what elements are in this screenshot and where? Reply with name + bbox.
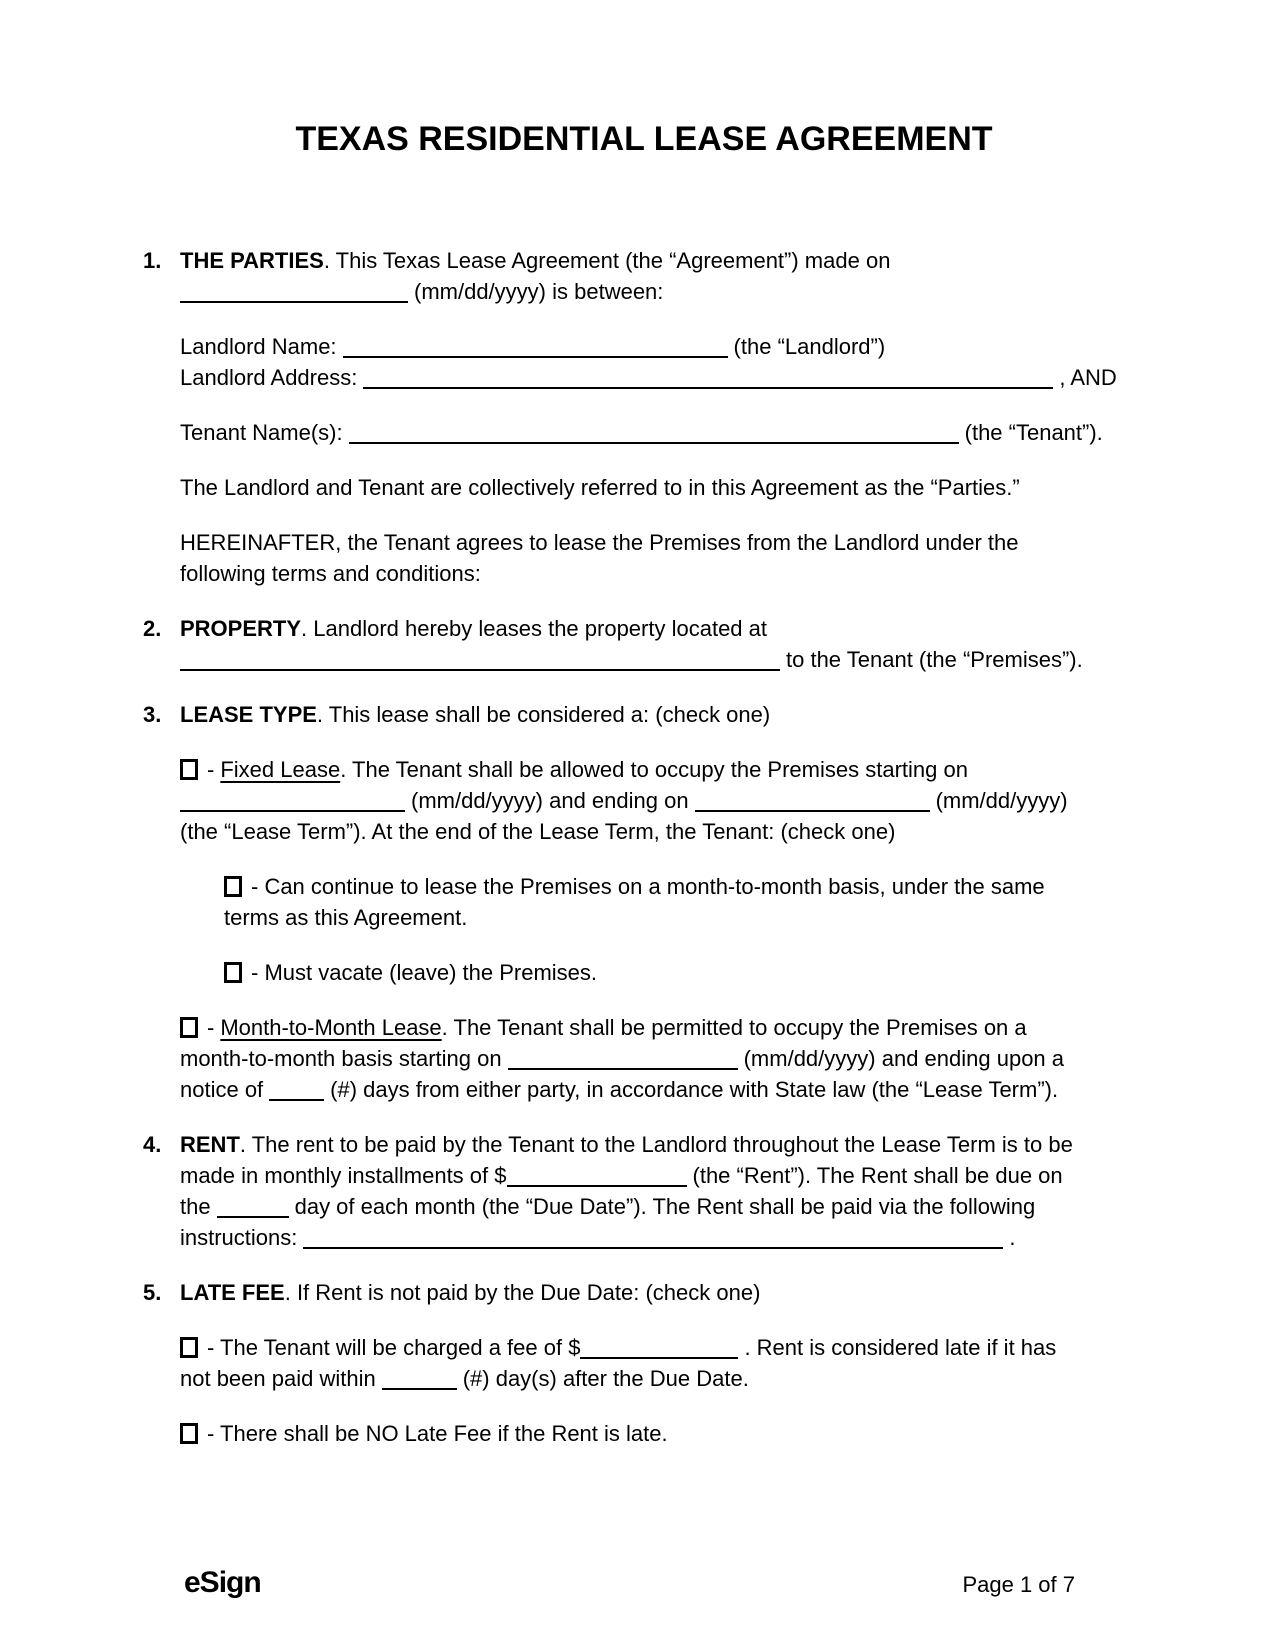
rent-due-day-blank[interactable] [217, 1214, 289, 1218]
lease-type-intro-text: . This lease shall be considered a: (check one) [316, 702, 771, 727]
landlord-address-label: Landlord Address: [180, 365, 358, 390]
page-title: TEXAS RESIDENTIAL LEASE AGREEMENT [295, 120, 993, 158]
parties-collective-note: The Landlord and Tenant are collectively referred to in this Agreement as the “Parties.” [180, 475, 1020, 500]
section-heading: LEASE TYPE [180, 702, 317, 727]
mtm-text-line3-start: notice of [180, 1077, 264, 1102]
fixed-lease-text-end: (mm/dd/yyyy) [935, 788, 1068, 813]
section-number: 2. [143, 616, 162, 641]
landlord-address-blank[interactable] [363, 385, 1053, 389]
rent-text-line1: . The rent to be paid by the Tenant to the Landlord throughout the Lease Term is to be [239, 1132, 1073, 1157]
mtm-text-line2-start: month-to-month basis starting on [180, 1046, 502, 1071]
page-footer [184, 1566, 1075, 1600]
landlord-address-suffix: , AND [1059, 365, 1117, 390]
rent-text-line4-end: . [1009, 1225, 1016, 1250]
section-number: 3. [143, 702, 162, 727]
rent-text-line4-start: instructions: [180, 1225, 298, 1250]
late-fee-intro-text: . If Rent is not paid by the Due Date: (check one) [284, 1280, 761, 1305]
property-suffix: to the Tenant (the “Premises”). [786, 647, 1083, 672]
continue-option-text-line2: terms as this Agreement. [224, 905, 468, 930]
page-number: Page 1 of 7 [962, 1572, 1075, 1597]
tenant-name-label: Tenant Name(s): [180, 420, 343, 445]
mtm-text-line2-end: (mm/dd/yyyy) and ending upon a [743, 1046, 1065, 1071]
section-heading: THE PARTIES [180, 248, 324, 273]
property-intro-text: . Landlord hereby leases the property located at [301, 616, 767, 641]
agreement-date-blank[interactable] [180, 299, 408, 303]
late-fee-intro [180, 1277, 1145, 1308]
late-fee-days-blank[interactable] [382, 1386, 457, 1390]
section-heading: LATE FEE [180, 1280, 285, 1305]
lease-type-intro [180, 699, 1145, 730]
section-rent [143, 1129, 1145, 1253]
notice-days-blank[interactable] [269, 1097, 324, 1101]
dash: - [207, 757, 215, 782]
late-fee-charged-option [180, 1332, 1145, 1394]
mtm-start-date-blank[interactable] [508, 1066, 738, 1070]
agreement-date-suffix: (mm/dd/yyyy) is between: [414, 279, 664, 304]
continue-option-text: - Can continue to lease the Premises on a month-to-month basis, under the same [251, 874, 1045, 899]
section-heading: RENT [180, 1132, 240, 1157]
property-paragraph [180, 613, 1145, 675]
section-parties [143, 245, 1145, 589]
tenant-name-suffix: (the “Tenant”). [964, 420, 1103, 445]
fixed-continue-option [224, 871, 1145, 933]
parties-intro-paragraph [180, 245, 1145, 307]
fixed-lease-option [180, 754, 1145, 847]
rent-text-line2-end: (the “Rent”). The Rent shall be due on [692, 1163, 1063, 1188]
rent-paragraph [180, 1129, 1145, 1253]
section-number: 4. [143, 1132, 162, 1157]
late-fee-text-line2-end: (#) day(s) after the Due Date. [462, 1366, 749, 1391]
section-heading: PROPERTY [180, 616, 302, 641]
must-vacate-checkbox[interactable] [224, 962, 242, 983]
continue-month-to-month-checkbox[interactable] [224, 876, 242, 897]
fixed-lease-text: . The Tenant shall be allowed to occupy the Premises starting on [340, 757, 968, 782]
fixed-lease-checkbox[interactable] [180, 759, 198, 780]
month-to-month-option [180, 1012, 1145, 1105]
mtm-text-line3-end: (#) days from either party, in accordance with State law (the “Lease Term”). [330, 1077, 1059, 1102]
late-fee-text-line2-start: not been paid within [180, 1366, 376, 1391]
month-to-month-label: Month-to-Month Lease [220, 1015, 442, 1040]
section-late-fee [143, 1277, 1145, 1449]
month-to-month-lease-checkbox[interactable] [180, 1017, 198, 1038]
no-late-fee-checkbox[interactable] [180, 1423, 198, 1444]
fixed-vacate-option [224, 957, 1145, 988]
hereinafter-paragraph: HEREINAFTER, the Tenant agrees to lease the Premises from the Landlord under the following terms and conditions: [180, 530, 1019, 586]
late-fee-charged-checkbox[interactable] [180, 1337, 198, 1358]
fixed-lease-label: Fixed Lease [220, 757, 341, 782]
tenant-block [180, 417, 1145, 448]
landlord-name-blank[interactable] [343, 354, 728, 358]
fixed-lease-text-mid: (mm/dd/yyyy) and ending on [411, 788, 689, 813]
property-address-blank[interactable] [180, 667, 780, 671]
rent-text-line3-end: day of each month (the “Due Date”). The Rent shall be paid via the following [294, 1194, 1036, 1219]
tenant-name-blank[interactable] [349, 440, 959, 444]
dash: - [207, 1015, 215, 1040]
fixed-lease-text-line3: (the “Lease Term”). At the end of the Lease Term, the Tenant: (check one) [180, 819, 896, 844]
fixed-end-date-blank[interactable] [695, 808, 930, 812]
payment-instructions-blank[interactable] [303, 1245, 1003, 1249]
landlord-name-suffix: (the “Landlord”) [733, 334, 886, 359]
no-late-fee-text: - There shall be NO Late Fee if the Rent is late. [207, 1421, 668, 1446]
no-late-fee-option [180, 1418, 1145, 1449]
fixed-start-date-blank[interactable] [180, 808, 405, 812]
late-fee-text-line1-end: . Rent is considered late if it has [744, 1335, 1057, 1360]
vacate-option-text: - Must vacate (leave) the Premises. [251, 960, 598, 985]
esign-logo: eSign [184, 1566, 261, 1599]
month-to-month-text: . The Tenant shall be permitted to occupy the Premises on a [441, 1015, 1027, 1040]
section-number: 1. [143, 248, 162, 273]
section-lease-type [143, 699, 1145, 1105]
landlord-name-label: Landlord Name: [180, 334, 337, 359]
section-property [143, 613, 1145, 675]
rent-text-line2-start: made in monthly installments of $ [180, 1163, 507, 1188]
rent-text-line3-start: the [180, 1194, 211, 1219]
late-fee-amount-blank[interactable] [580, 1355, 738, 1359]
late-fee-text-line1-start: - The Tenant will be charged a fee of $ [207, 1335, 581, 1360]
parties-intro-text: . This Texas Lease Agreement (the “Agreement”) made on [323, 248, 891, 273]
rent-amount-blank[interactable] [507, 1183, 687, 1187]
section-number: 5. [143, 1280, 162, 1305]
landlord-block [180, 331, 1145, 393]
